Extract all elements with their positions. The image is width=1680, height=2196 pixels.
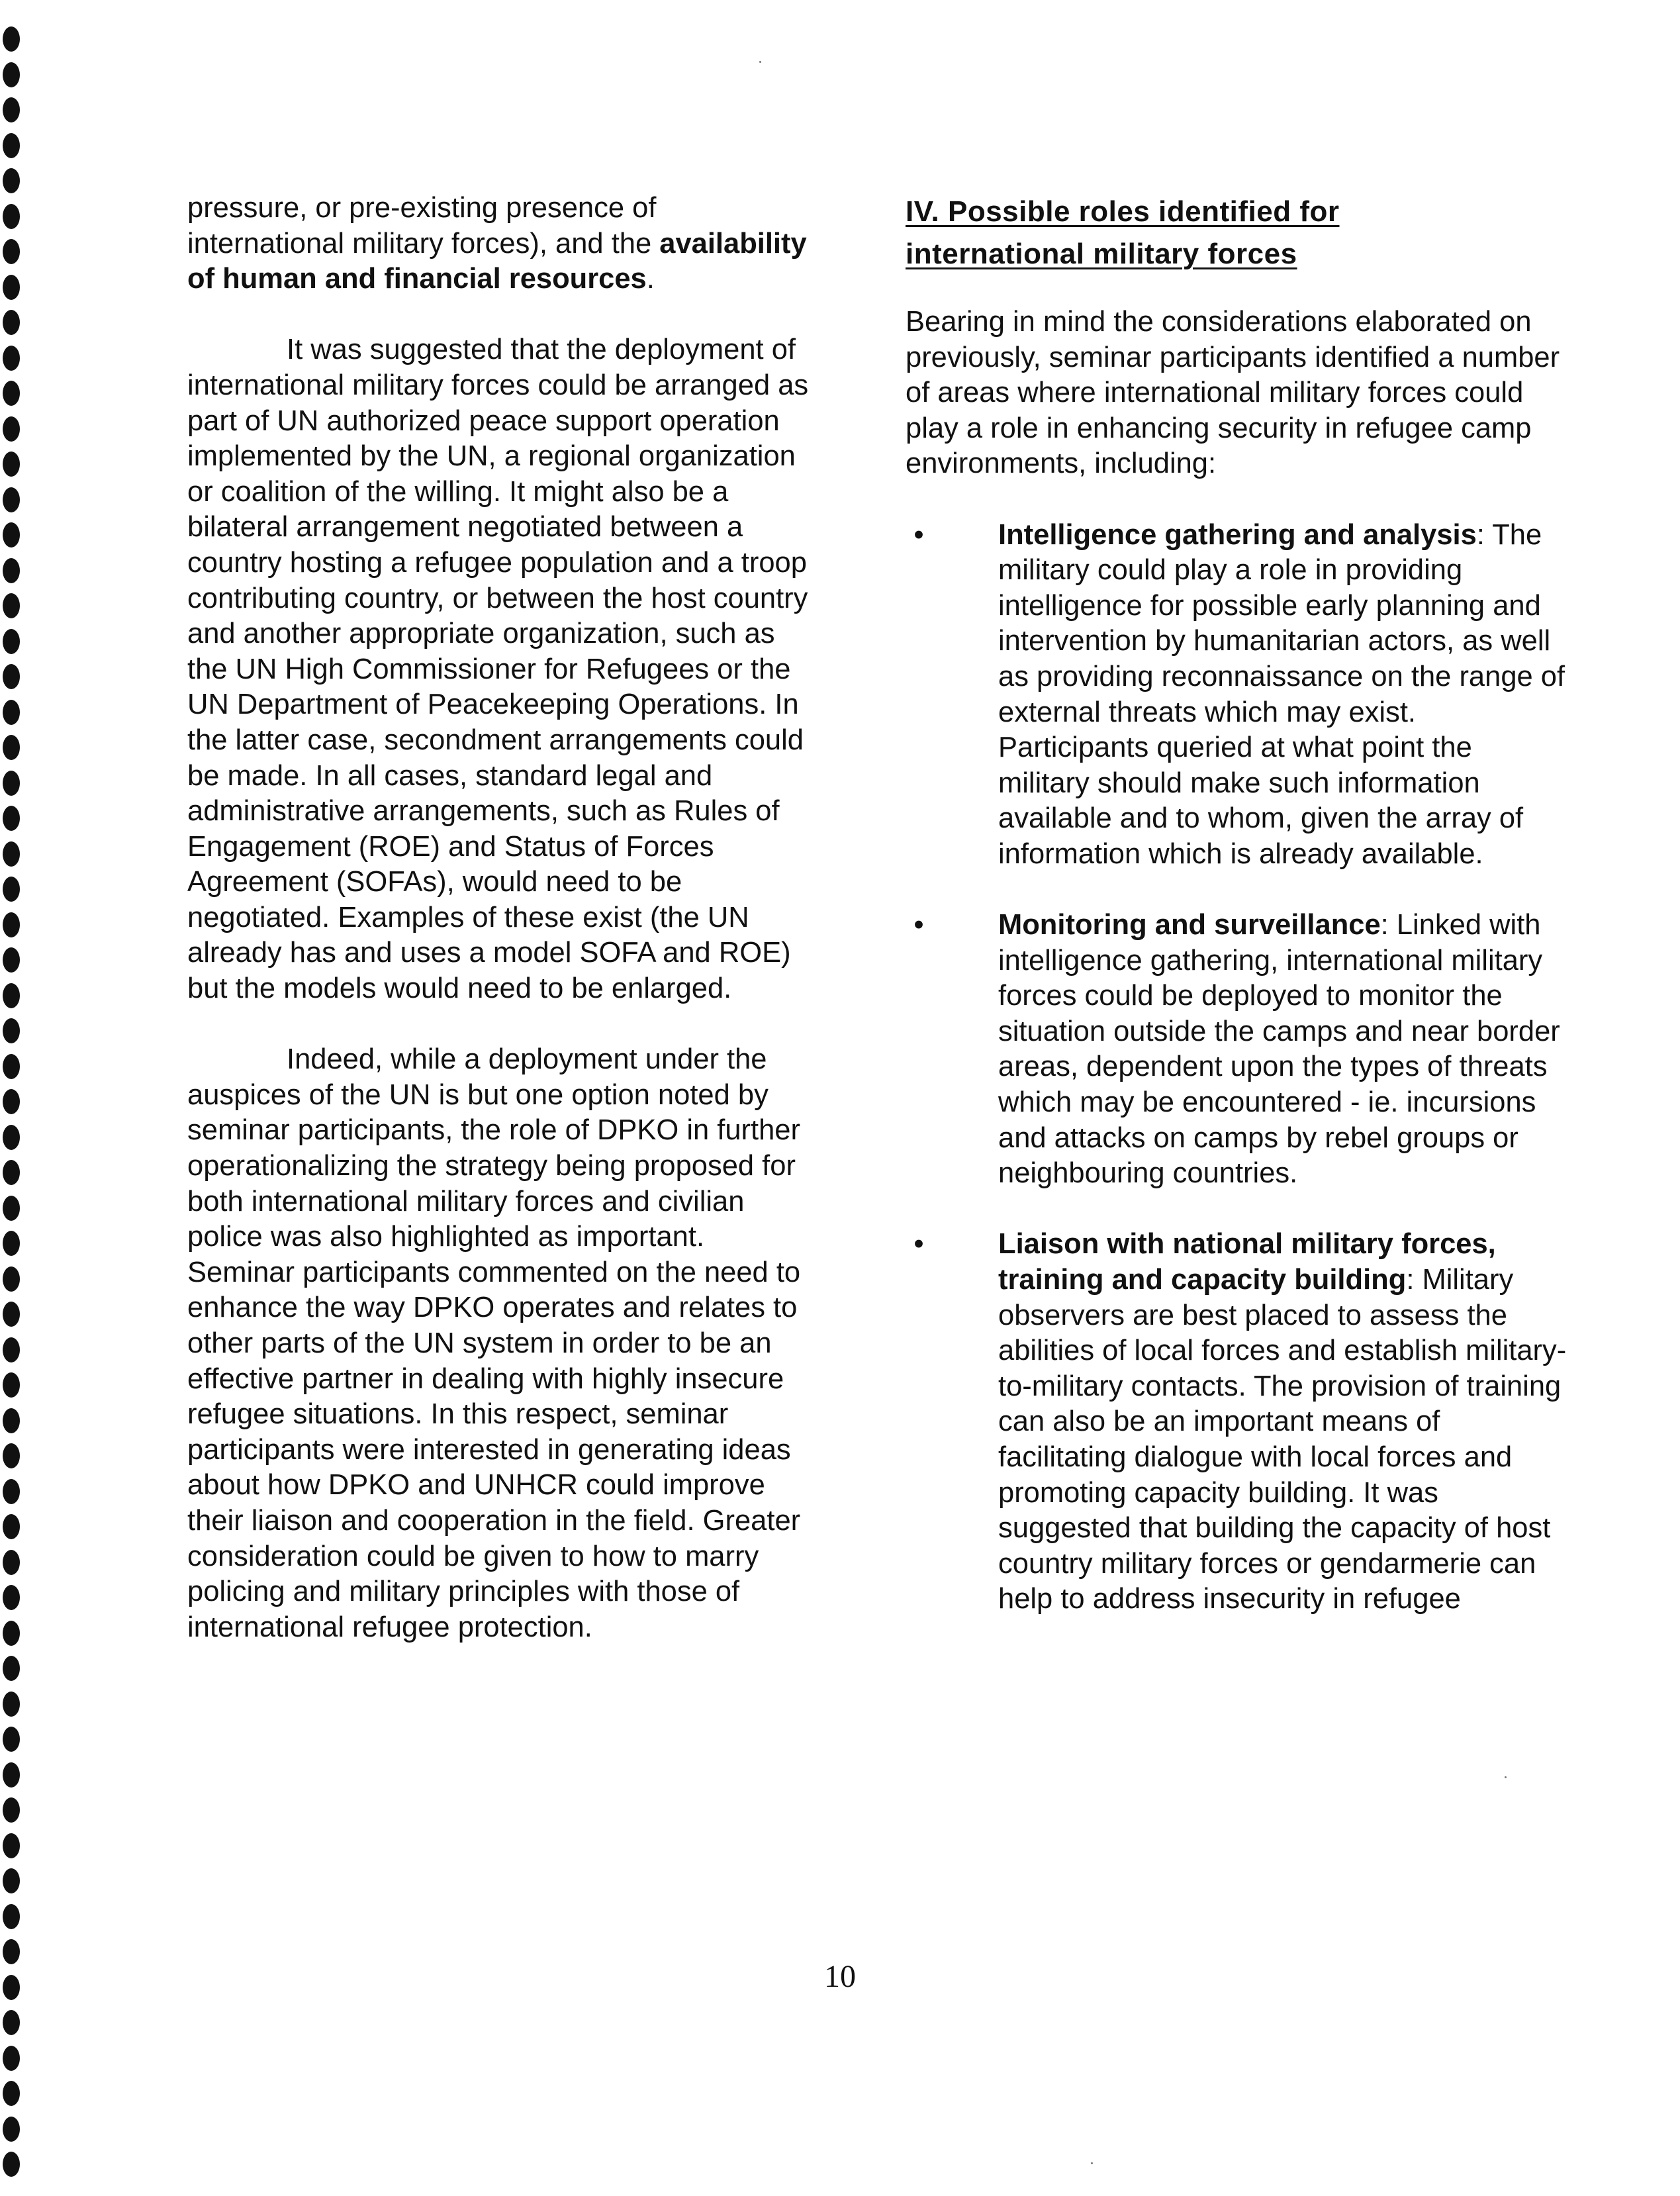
binding-hole (3, 593, 20, 618)
binding-hole (3, 346, 20, 371)
binding-hole (3, 204, 20, 229)
binding-hole (3, 841, 20, 867)
scan-speck (759, 61, 761, 63)
page-number: 10 (824, 1959, 856, 1994)
binding-hole (3, 1585, 20, 1610)
bullet-separator: : (1476, 518, 1493, 551)
bullet-title: Monitoring and surveillance (998, 909, 1381, 941)
bullet-dot: • (913, 909, 924, 941)
bullet-dot: • (913, 518, 924, 551)
binding-hole (3, 62, 20, 87)
binding-hole (3, 381, 20, 406)
bullet-title: Liaison with national military forces, training and capacity building (998, 1228, 1496, 1296)
bullet-item (906, 908, 1567, 1192)
binding-hole (3, 1762, 20, 1788)
bullet-separator: : (1406, 1264, 1423, 1296)
binding-hole (3, 452, 20, 477)
bold-phrase: availability of human and financial resources (187, 227, 807, 295)
binding-hole (3, 735, 20, 760)
left-column (187, 191, 810, 1645)
binding-hole (3, 97, 20, 122)
binding-hole (3, 629, 20, 654)
binding-hole (3, 239, 20, 264)
bullet-item (906, 1227, 1567, 1617)
binding-hole (3, 275, 20, 300)
binding-hole (3, 1621, 20, 1646)
binding-holes (0, 26, 40, 2185)
scan-speck (1505, 1776, 1507, 1778)
binding-hole (3, 1692, 20, 1717)
bullet-text: Linked with intelligence gathering, international military forces could be deployed to monitor the situation outside the camps and near border areas, dependent upon the types of threats which may be encountered - ie. incursions and attacks on camps by rebel groups or neighbouring countries. (998, 909, 1560, 1190)
binding-hole (3, 1089, 20, 1114)
binding-hole (3, 806, 20, 831)
binding-hole (3, 310, 20, 335)
bullet-text: The military could play a role in providing intelligence for possible early planning and intervention by humanitarian actors, as well as providing reconnaissance on the range of external threats which may exist. Participants queried at what point the military should make such information available and to whom, given the array of information which is already available. (998, 518, 1565, 870)
bullet-title: Intelligence gathering and analysis (998, 518, 1477, 551)
binding-hole (3, 1797, 20, 1823)
binding-hole (3, 1904, 20, 1929)
binding-hole (3, 1372, 20, 1398)
binding-hole (3, 1018, 20, 1043)
binding-hole (3, 1125, 20, 1150)
right-column (906, 191, 1567, 1617)
binding-hole (3, 1550, 20, 1575)
binding-hole (3, 1727, 20, 1752)
binding-hole (3, 947, 20, 973)
binding-hole (3, 2081, 20, 2106)
binding-hole (3, 2046, 20, 2071)
scan-speck (1091, 2162, 1093, 2164)
binding-hole (3, 912, 20, 937)
binding-hole (3, 1337, 20, 1362)
binding-hole (3, 558, 20, 583)
binding-hole (3, 1833, 20, 1858)
bullet-item (906, 518, 1567, 873)
binding-hole (3, 2117, 20, 2142)
binding-hole (3, 416, 20, 442)
bullet-text: Military observers are best placed to assess the abilities of local forces and establish military-to-military contacts. The provision of training can also be an important means of facilitating dialogue with local forces and promoting capacity building. It was suggested that building the capacity of host country military forces or gendarmerie can help to address insecurity in refugee (998, 1264, 1567, 1615)
paragraph-dpko: Indeed, while a deployment under the auspices of the UN is but one option noted by seminar participants, the role of DPKO in further operationalizing the strategy being proposed for both international military forces and civilian police was also highlighted as important. Seminar participants commented on the need to enhance the way DPKO operates and relates to other parts of the UN system in order to be an effective partner in dealing with highly insecure refugee situations. In this respect, seminar participants were interested in generating ideas about how DPKO and UNHCR could improve their liaison and cooperation in the field. Greater consideration could be given to how to marry policing and military principles with those of international refugee protection. (187, 1043, 801, 1643)
binding-hole (3, 487, 20, 512)
binding-hole (3, 1160, 20, 1185)
binding-hole (3, 771, 20, 796)
binding-hole (3, 133, 20, 158)
bullet-dot: • (913, 1228, 924, 1261)
binding-hole (3, 26, 20, 52)
section-heading-line2: international military forces (906, 238, 1297, 270)
paragraph-deployment: It was suggested that the deployment of international military forces could be arranged as part of UN authorized peace support operation implemented by the UN, a regional organization or coalition of the willing. It might also be a bilateral arrangement negotiated between a country hosting a refugee population and a troop contributing country, or between the host country and another appropriate organization, such as the UN High Commissioner for Refugees or the UN Department of Peacekeeping Operations. In the latter case, secondment arrangements could be made. In all cases, standard legal and administrative arrangements, such as Rules of Engagement (ROE) and Status of Forces Agreement (SOFAs), would need to be negotiated. Examples of these exist (the UN already has and uses a model SOFA and ROE) but the models would need to be enlarged. (187, 334, 809, 1005)
binding-hole (3, 1054, 20, 1079)
binding-hole (3, 983, 20, 1008)
binding-hole (3, 1479, 20, 1504)
bullet-separator: : (1380, 909, 1397, 941)
binding-hole (3, 1408, 20, 1433)
binding-hole (3, 168, 20, 193)
paragraph-text: pressure, or pre-existing presence of international military forces), and the (187, 192, 660, 260)
binding-hole (3, 1514, 20, 1539)
section-heading (906, 191, 1567, 275)
binding-hole (3, 700, 20, 725)
binding-hole (3, 1266, 20, 1292)
section-intro: Bearing in mind the considerations elaborated on previously, seminar participants identified a number of areas where international military forces could play a role in enhancing security in refugee camp environments, including: (906, 306, 1560, 480)
binding-hole (3, 1656, 20, 1681)
paragraph-end: . (646, 263, 655, 295)
binding-hole (3, 1443, 20, 1468)
binding-hole (3, 664, 20, 689)
binding-hole (3, 2152, 20, 2177)
binding-hole (3, 1196, 20, 1221)
section-heading-line1: IV. Possible roles identified for (906, 195, 1340, 228)
binding-hole (3, 1231, 20, 1256)
paragraph-continuation (187, 191, 810, 297)
binding-hole (3, 2010, 20, 2035)
binding-hole (3, 522, 20, 548)
binding-hole (3, 1868, 20, 1893)
binding-hole (3, 1302, 20, 1327)
binding-hole (3, 877, 20, 902)
